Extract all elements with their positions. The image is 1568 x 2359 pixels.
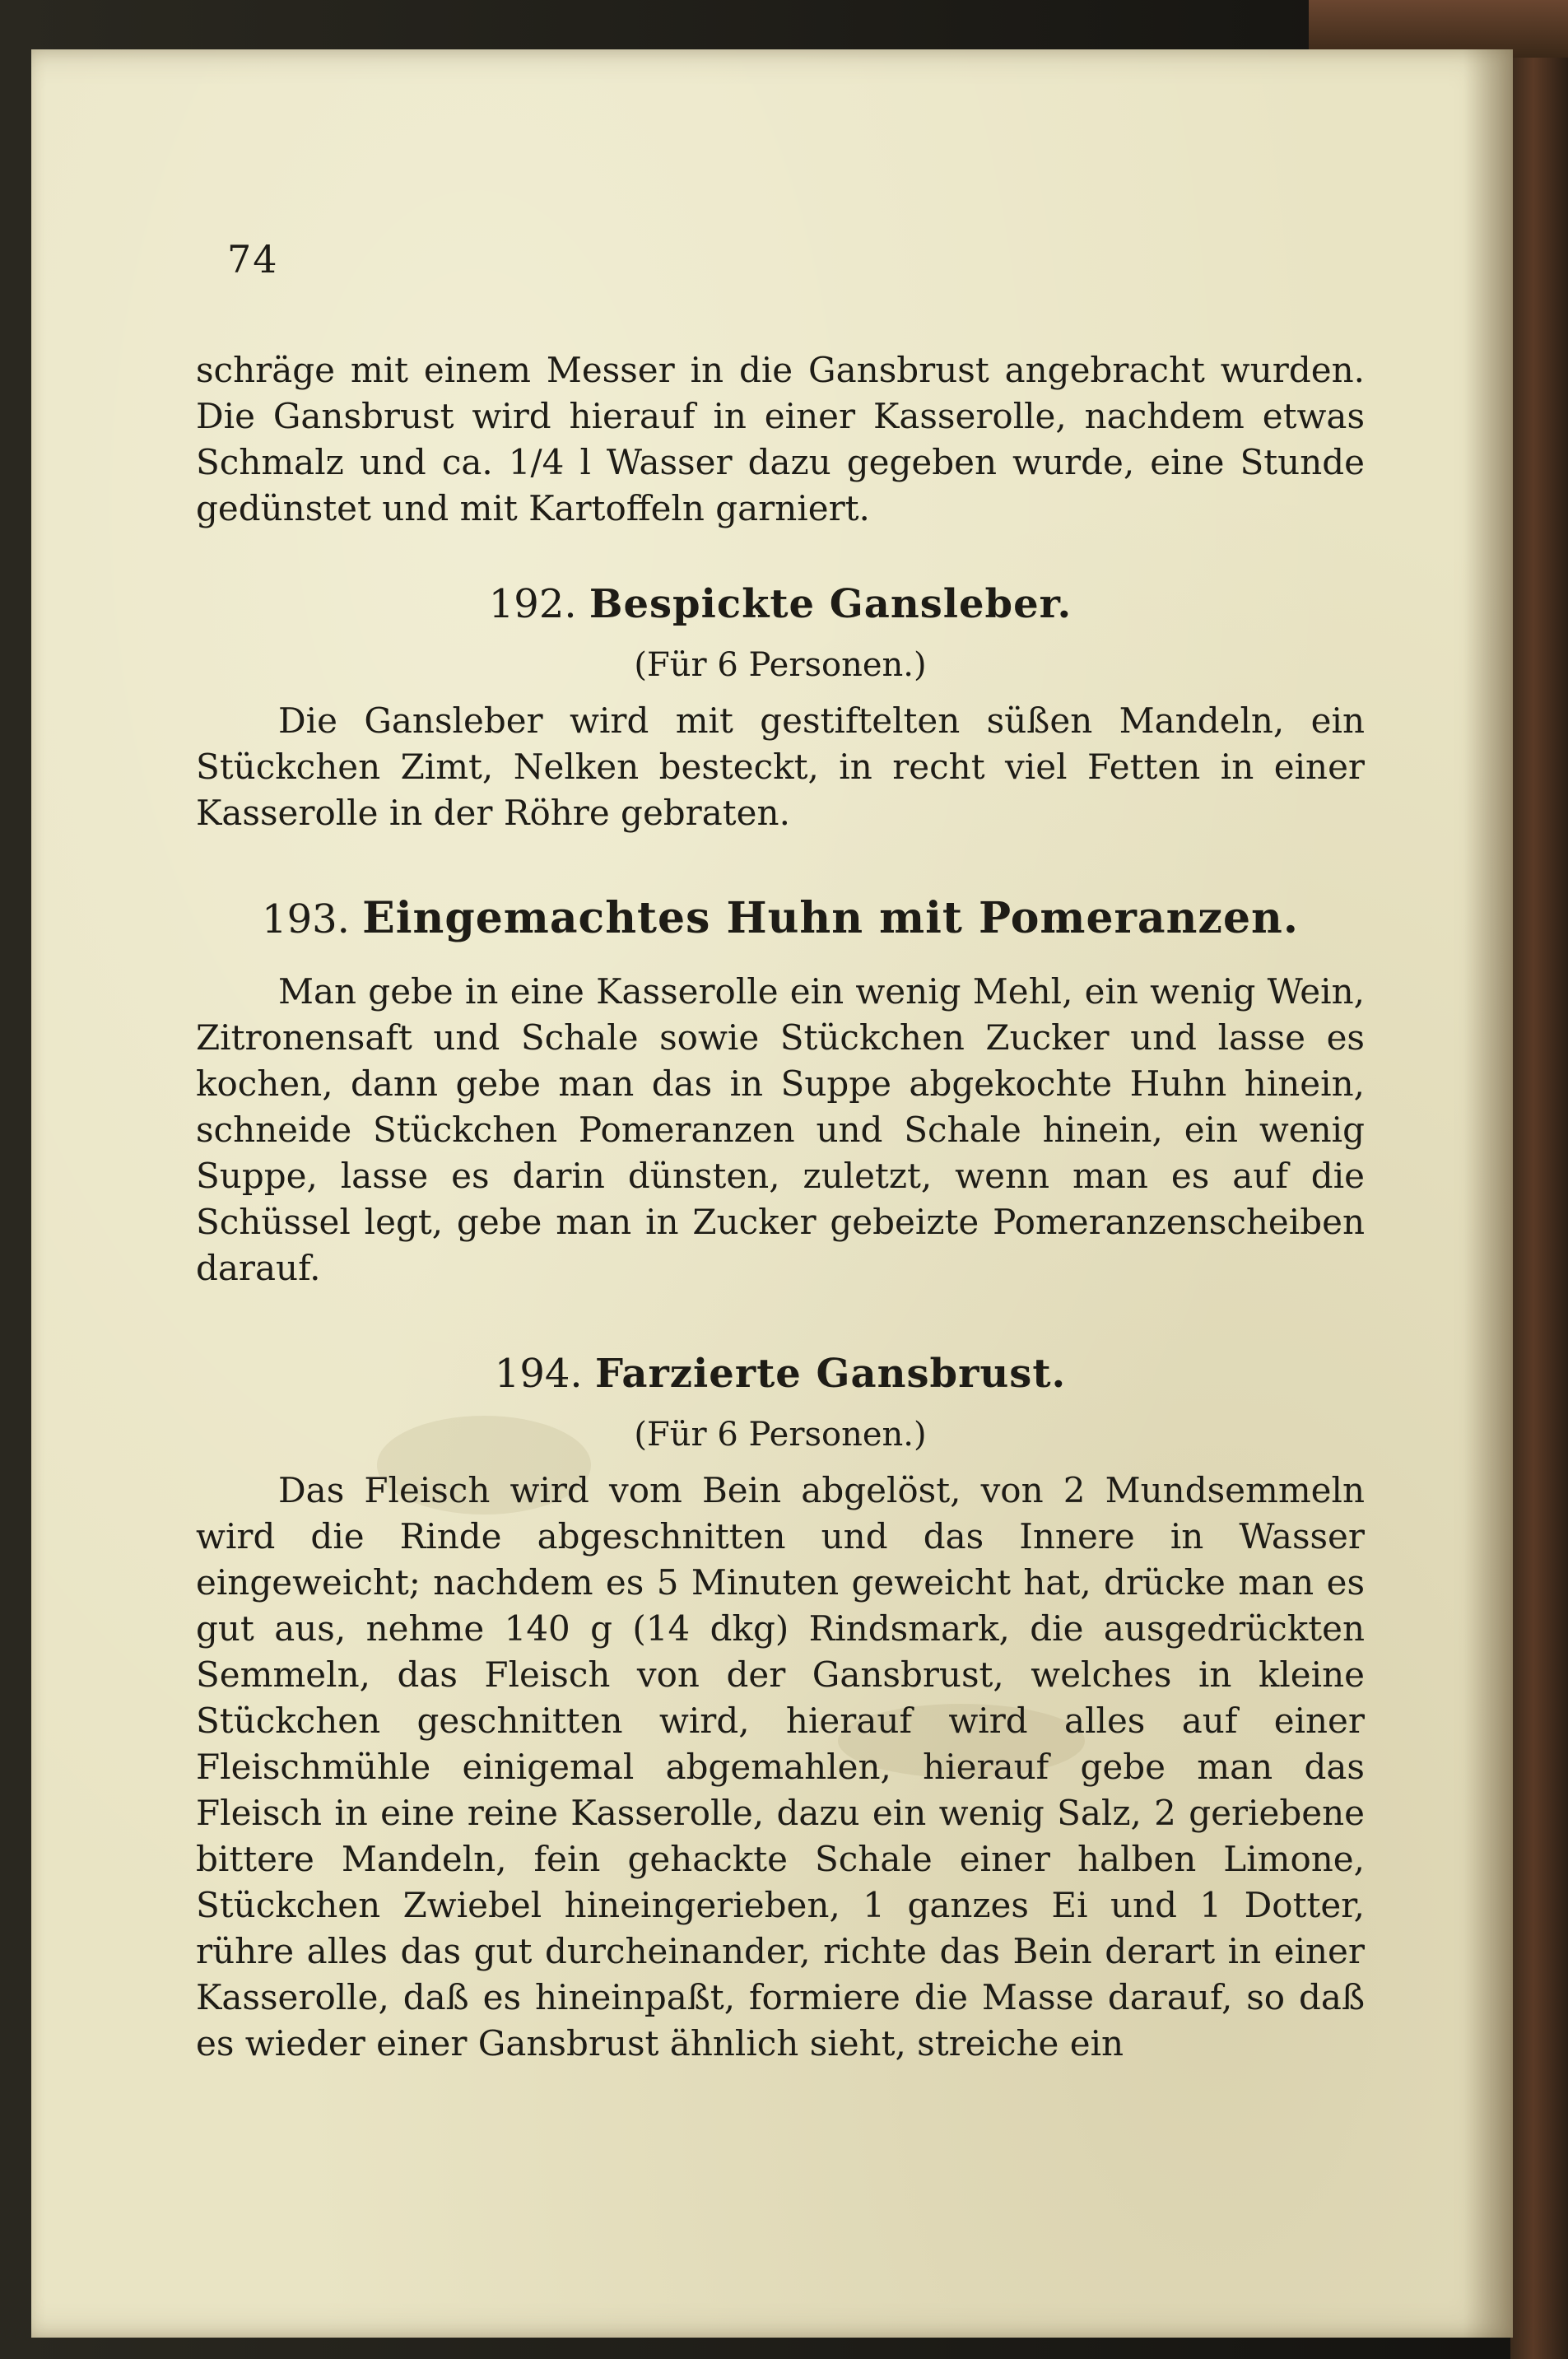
recipe-title: Farzierte Gansbrust. [594, 1351, 1067, 1397]
intro-paragraph: schräge mit einem Messer in die Gansbrust angebracht wurden. Die Gansbrust wird hierauf in einer Kasserolle, nachdem etwas Schmalz und ca. 1/4 l Wasser dazu gegeben wurde, eine Stunde gedünstet und mit Kartoffeln garniert. [196, 350, 1365, 528]
recipe-title: Bespickte Gansleber. [589, 581, 1072, 627]
page-number: 74 [227, 237, 279, 281]
recipe-servings: (Für 6 Personen.) [634, 646, 927, 684]
book-cover-edge [1510, 0, 1568, 2359]
recipe-title: Eingemachtes Huhn mit Pomeranzen. [362, 893, 1299, 943]
book-page [31, 49, 1513, 2338]
recipe-number: 192. [488, 581, 577, 627]
page-text [196, 173, 1365, 2067]
recipe-number: 193. [262, 896, 350, 942]
recipe-text: Die Gansleber wird mit gestiftelten süßen Mandeln, ein Stückchen Zimt, Nelken besteckt, in recht viel Fetten in einer Kasserolle in der Röhre gebraten. [196, 700, 1365, 833]
recipe-text: Man gebe in eine Kasserolle ein wenig Mehl, ein wenig Wein, Zitronensaft und Schale sowie Stückchen Zucker und lasse es kochen, dann gebe man das in Suppe abgekochte Huhn hinein, schneide Stückchen Pomeranzen und Schale hinein, ein wenig Suppe, lasse es darin dünsten, zuletzt, wenn man es auf die Schüssel legt, gebe man in Zucker gebeizte Pomeranzenscheiben darauf. [196, 971, 1365, 1288]
recipe-heading-194 [196, 1349, 1365, 1398]
recipe-text: Das Fleisch wird vom Bein abgelöst, von 2 Mundsemmeln wird die Rinde abgeschnitten und das Innere in Wasser eingeweicht; nachdem es 5 Minuten geweicht hat, drücke man es gut aus, nehme 140 g (14 dkg) Rindsmark, die ausgedrückten Semmeln, das Fleisch von der Gansbrust, welches in kleine Stückchen geschnitten wird, hierauf wird alles auf einer Fleischmühle einigemal abgemahlen, hierauf gebe man das Fleisch in eine reine Kasserolle, dazu ein wenig Salz, 2 geriebene bittere Mandeln, fein gehackte Schale einer halben Limone, Stückchen Zwiebel hineingerieben, 1 ganzes Ei und 1 Dotter, rühre alles das gut durcheinander, richte das Bein derart in einer Kasserolle, daß es hineinpaßt, formiere die Masse darauf, so daß es wieder einer Gansbrust ähnlich sieht, streiche ein [196, 1470, 1365, 2064]
recipe-servings: (Für 6 Personen.) [634, 1416, 927, 1454]
recipe-heading-193 [196, 894, 1365, 944]
recipe-heading-192 [196, 579, 1365, 629]
page-gutter-shadow [1463, 49, 1513, 2338]
recipe-number: 194. [494, 1351, 583, 1397]
